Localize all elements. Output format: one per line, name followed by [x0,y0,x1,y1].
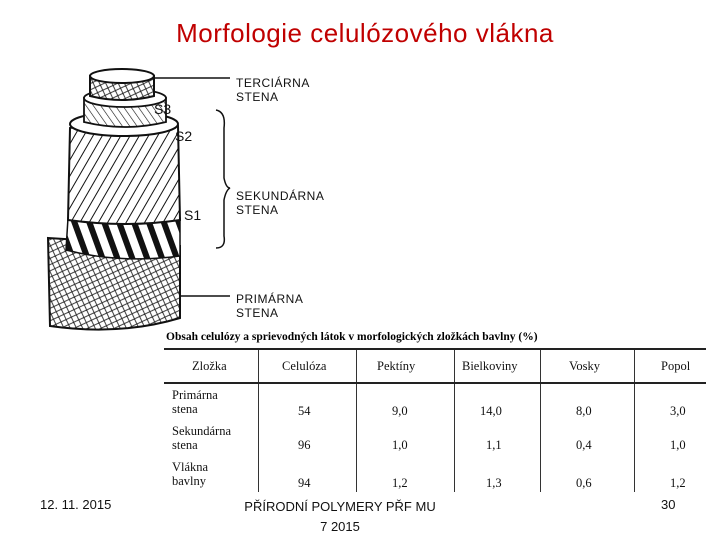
table-row [164,460,706,492]
table-cell: 3,0 [670,404,686,418]
table-cell: 1,0 [392,438,408,452]
label-tertiary-wall: TERCIÁRNA STENA [236,76,310,104]
table-cell: 1,3 [486,476,502,490]
label-s3: S3 [154,101,172,117]
column-header: Bielkoviny [462,359,518,373]
footer-center-text: PŘÍRODNÍ POLYMERY PŘF MU 7 2015 [244,499,436,534]
label-primary-wall: PRIMÁRNA STENA [236,292,304,320]
table-row [164,386,706,422]
column-header: Vosky [569,359,601,373]
column-header: Popol [661,359,691,373]
table-caption: Obsah celulózy a sprievodných látok v morfologických zložkách bavlny (%) [166,331,538,343]
table-cell: 14,0 [480,404,502,418]
table-cell: 1,1 [486,438,502,452]
column-header: Zložka [192,359,227,373]
table-cell: 1,2 [670,476,686,490]
footer-page-number: 30 [661,497,676,512]
table-cell: 0,4 [576,438,592,452]
label-s1: S1 [184,207,202,223]
footer-date: 12. 11. 2015 [40,497,112,512]
column-header: Celulóza [282,359,327,373]
row-name: Primárna stena [172,388,218,416]
slide-title: Morfologie celulózového vlákna [176,18,554,48]
label-s2: S2 [175,128,193,144]
label-secondary-wall: SEKUNDÁRNA STENA [236,189,325,217]
row-name: Vlákna bavlny [172,460,209,488]
table-cell: 0,6 [576,476,592,490]
row-name: Sekundárna stena [172,424,232,452]
composition-table [164,348,706,492]
table-cell: 1,2 [392,476,408,490]
table-cell: 96 [298,438,311,452]
table-cell: 1,0 [670,438,686,452]
table-cell: 94 [298,476,311,490]
table-cell: 8,0 [576,404,592,418]
table-cell: 54 [298,404,311,418]
table-row [164,424,706,460]
column-header: Pektíny [377,359,416,373]
table-cell: 9,0 [392,404,408,418]
table-header-row [164,350,706,384]
